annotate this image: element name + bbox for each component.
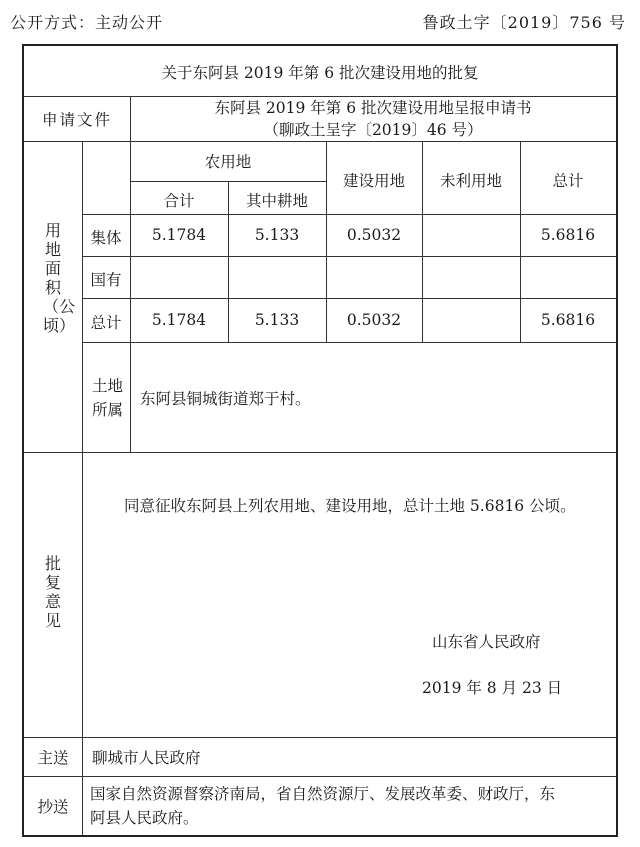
main-recipient-value: 聊城市人民政府	[92, 749, 201, 767]
location-label: 土地所属	[92, 377, 124, 419]
col-agri-total: 合计	[163, 192, 195, 210]
rule-sublabel-col	[130, 141, 131, 452]
rule-area-bottom	[24, 452, 616, 453]
cell-collective-construction: 0.5032	[346, 226, 402, 244]
approval-label: 批复意见	[44, 554, 61, 630]
row-collective-label: 集体	[90, 229, 122, 247]
cell-total-construction: 0.5032	[346, 311, 402, 329]
disclosure-mode: 公开方式：主动公开	[10, 13, 164, 32]
row-total-label: 总计	[90, 314, 122, 332]
rule-row-collective	[82, 256, 616, 257]
application-line-1: 东阿县 2019 年第 6 批次建设用地呈报申请书	[214, 99, 532, 117]
col-construction: 建设用地	[342, 172, 405, 190]
cell-collective-agri-total: 5.1784	[151, 226, 207, 244]
col-agri-arable: 其中耕地	[245, 192, 308, 210]
col-agri-header: 农用地	[204, 153, 252, 171]
main-recipient-label: 主送	[37, 749, 69, 767]
cc-line-1: 国家自然资源督察济南局，省自然资源厅、发展改革委、财政厅，东	[90, 785, 556, 803]
cell-collective-total: 5.6816	[540, 226, 596, 244]
document-title: 关于东阿县 2019 年第 6 批次建设用地的批复	[161, 64, 479, 82]
approval-date: 2019 年 8 月 23 日	[422, 679, 563, 697]
cell-total-total: 5.6816	[540, 311, 596, 329]
rule-application-bottom	[24, 141, 616, 142]
land-area-label: 用地面积（公顷）	[43, 221, 76, 335]
rule-main-recipient-bottom	[24, 776, 616, 777]
cc-label: 抄送	[37, 798, 69, 816]
cell-total-agri-arable: 5.133	[254, 311, 300, 329]
location-value: 东阿县铜城街道郑于村。	[140, 390, 311, 408]
col-total: 总计	[552, 172, 584, 190]
rule-approval-bottom	[24, 737, 616, 738]
rule-row-state	[82, 298, 616, 299]
row-state-label: 国有	[90, 271, 122, 289]
col-unused: 未利用地	[439, 172, 502, 190]
rule-row-total	[82, 342, 616, 343]
document-number: 鲁政土字〔2019〕756 号	[422, 13, 626, 32]
rule-header-bottom	[82, 214, 616, 215]
cc-line-2: 阿县人民政府。	[90, 809, 199, 827]
approval-form-table	[22, 44, 618, 837]
application-label: 申请文件	[41, 111, 112, 129]
approval-issuer: 山东省人民政府	[432, 633, 541, 651]
cell-collective-agri-arable: 5.133	[254, 226, 300, 244]
approval-text: 同意征收东阿县上列农用地、建设用地，总计土地 5.6816 公顷。	[124, 497, 576, 515]
cell-total-agri-total: 5.1784	[151, 311, 207, 329]
application-line-2: （聊政土呈字〔2019〕46 号）	[263, 121, 483, 139]
rule-recipient-col	[82, 737, 83, 835]
